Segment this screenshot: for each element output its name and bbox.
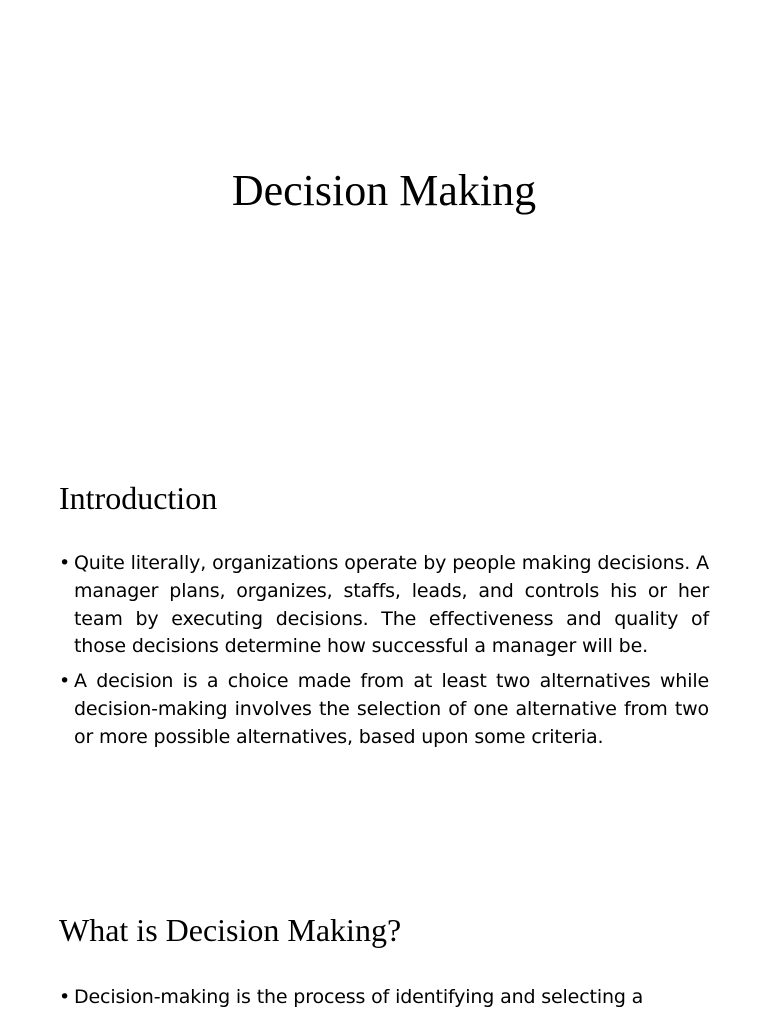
- definition-bullet-list: [59, 984, 709, 1019]
- section-heading-what-is-decision-making: What is Decision Making?: [59, 912, 402, 948]
- slide-title: Decision Making: [231, 166, 537, 215]
- list-item: [59, 668, 709, 751]
- bullet-icon: •: [59, 552, 71, 574]
- bullet-text: Quite literally, organizations operate by people making decisions. A manager plans, organizes, staffs, leads, and controls his or her team by executing decisions. The effectiveness and quality of those decisions determine how successful a manager will be.: [74, 552, 709, 658]
- list-item: [59, 984, 709, 1012]
- bullet-icon: •: [59, 670, 71, 693]
- bullet-text: A decision is a choice made from at least two alternatives while decision-making involves the selection of one alternative from two or more possible alternatives, based upon some criteria.: [74, 670, 709, 748]
- bullet-icon: •: [59, 986, 71, 1008]
- bullet-text: Decision-making is the process of identifying and selecting a: [74, 986, 644, 1008]
- introduction-bullet-list: [59, 550, 709, 759]
- list-item: [59, 550, 709, 661]
- section-heading-introduction: Introduction: [59, 480, 218, 516]
